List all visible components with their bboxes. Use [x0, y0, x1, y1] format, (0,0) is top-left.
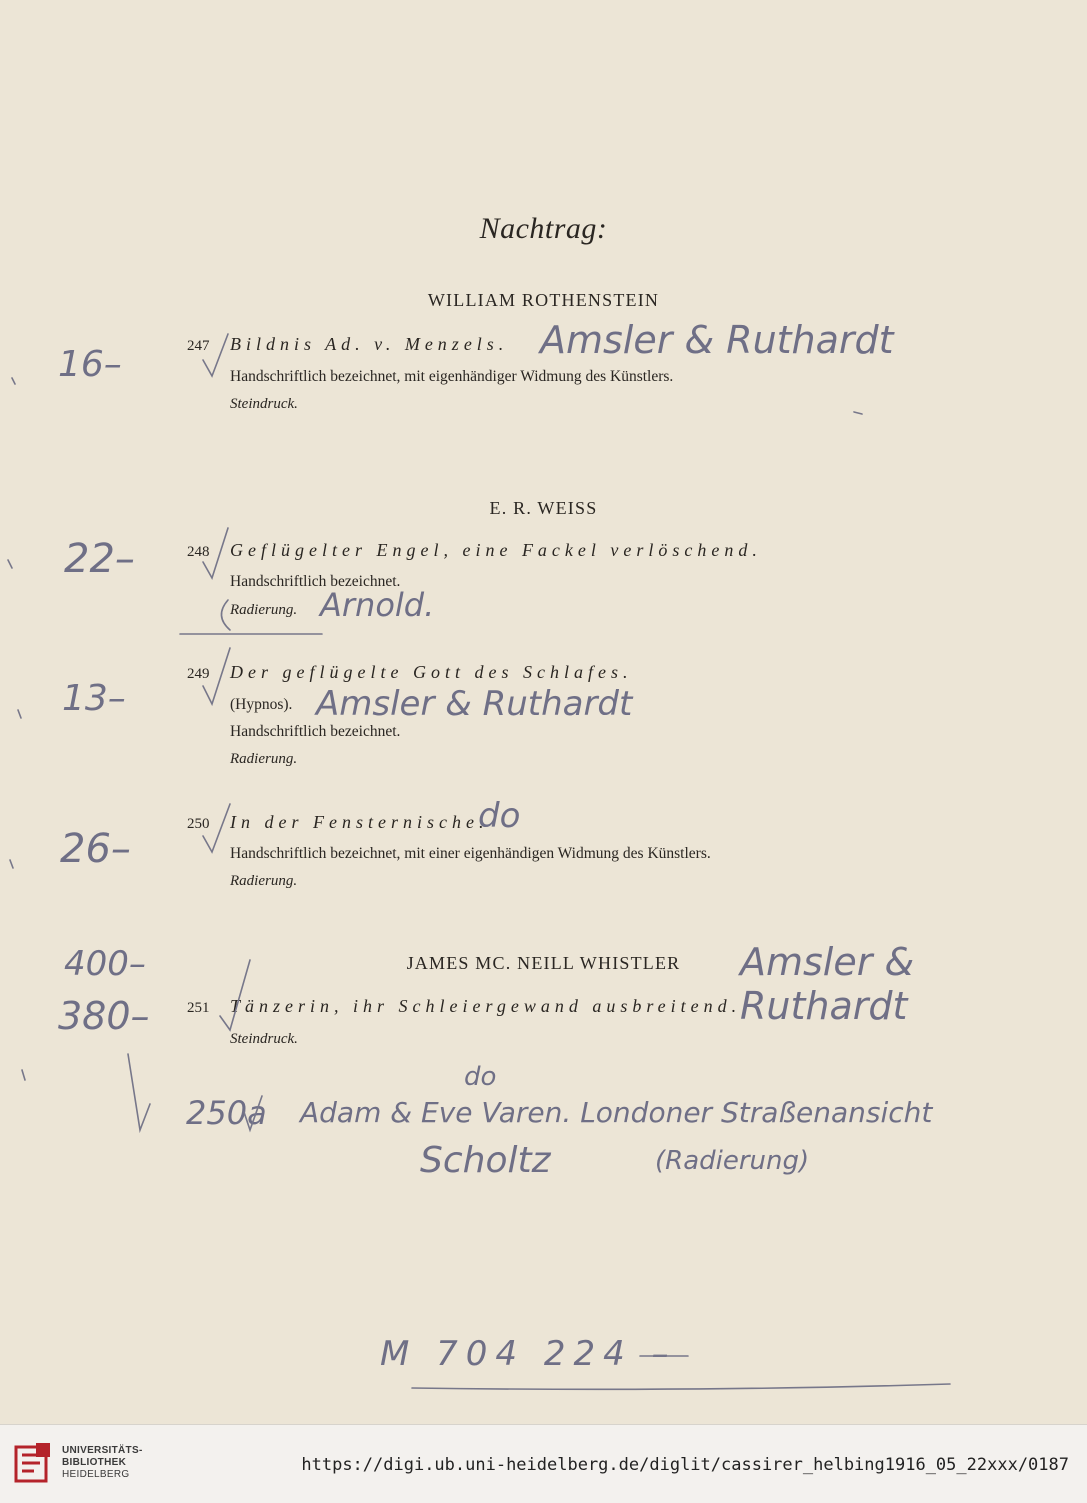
buyer-annotation-247: Amsler & Ruthardt [540, 318, 894, 362]
added-lot-number: 250a [186, 1094, 267, 1132]
check-mark-added [244, 1096, 262, 1130]
lot-title-249: Der geflügelte Gott des Schlafes. [230, 662, 633, 682]
lot-number-249: 249 [187, 666, 210, 682]
lot-technique-249: Radierung. [230, 751, 298, 767]
added-lot-technique: (Radierung) [655, 1146, 810, 1176]
lot-technique-248: Radierung. [230, 602, 298, 618]
page-url[interactable]: https://digi.ub.uni-heidelberg.de/diglit/cassirer_helbing1916_05_22xxx/0187 [301, 1455, 1069, 1475]
page-heading: Nachtrag: [479, 212, 608, 245]
lot-description-249: Handschriftlich bezeichnet. [230, 723, 401, 740]
library-name [62, 1445, 143, 1481]
buyer-annotation-249: Amsler & Ruthardt [316, 684, 633, 724]
price-annotation-249: 13– [62, 678, 126, 719]
arrow-mark [128, 1054, 150, 1130]
lot-description-248: Handschriftlich bezeichnet. [230, 573, 401, 590]
lot-technique-251: Steindruck. [230, 1031, 298, 1047]
lot-number-250: 250 [187, 816, 210, 832]
check-mark-251 [220, 960, 250, 1030]
footer-bar [0, 1424, 1087, 1503]
check-mark-247 [203, 334, 228, 376]
library-name-line-1: UNIVERSITÄTS- [62, 1445, 143, 1456]
tick-mark-247 [12, 378, 15, 384]
stray-mark [854, 412, 862, 414]
artist-heading-whistler: JAMES MC. NEILL WHISTLER [406, 953, 681, 973]
lot-number-251: 251 [187, 1000, 210, 1016]
added-lot-ditto: do [464, 1062, 497, 1092]
lot-number-248: 248 [187, 544, 210, 560]
tick-mark-251 [22, 1070, 25, 1080]
lot-subtitle-249: (Hypnos). [230, 696, 293, 713]
price-annotation-250: 26– [60, 826, 131, 872]
tick-mark-248 [8, 560, 12, 568]
lot-technique-247: Steindruck. [230, 396, 298, 412]
total-annotation: M 704 224 – [380, 1334, 677, 1374]
tick-mark-249 [18, 710, 21, 718]
lot-title-250: In der Fensternische. [230, 812, 489, 832]
buyer-annotation-248: Arnold. [320, 586, 435, 624]
lot-number-247: 247 [187, 338, 210, 354]
buyer-annotation-251: Amsler & Ruthardt [740, 940, 915, 1028]
added-lot-buyer: Scholtz [420, 1140, 551, 1181]
lot-description-250: Handschriftlich bezeichnet, mit einer eigenhändigen Widmung des Künstlers. [230, 845, 711, 862]
check-mark-250 [203, 804, 230, 852]
lot-title-247: Bildnis Ad. v. Menzels. [230, 334, 509, 354]
check-mark-248 [203, 528, 228, 578]
check-mark-249 [203, 648, 230, 704]
lot-title-251: Tänzerin, ihr Schleiergewand ausbreitend. [230, 996, 742, 1016]
library-logo-icon [14, 1441, 52, 1485]
lot-technique-250: Radierung. [230, 873, 298, 889]
added-lot-title: Adam & Eve Varen. Londoner Straßenansicht [300, 1096, 933, 1129]
price-annotation-251-first: 400– [64, 944, 146, 984]
lot-description-247: Handschriftlich bezeichnet, mit eigenhändiger Widmung des Künstlers. [230, 368, 674, 385]
library-name-line-3: HEIDELBERG [62, 1469, 130, 1480]
bracket-mark-248 [221, 600, 230, 630]
price-annotation-251-second: 380– [58, 994, 150, 1038]
lot-title-248: Geflügelter Engel, eine Fackel verlöschend. [230, 540, 762, 560]
library-name-line-2: BIBLIOTHEK [62, 1457, 127, 1468]
artist-heading-weiss: E. R. WEISS [489, 498, 598, 518]
price-annotation-248: 22– [64, 536, 135, 582]
artist-heading-rothenstein: WILLIAM ROTHENSTEIN [427, 290, 660, 310]
buyer-annotation-250: do [478, 796, 521, 836]
total-underline [412, 1384, 950, 1389]
tick-mark-250 [10, 860, 13, 868]
price-annotation-247: 16– [58, 344, 122, 385]
